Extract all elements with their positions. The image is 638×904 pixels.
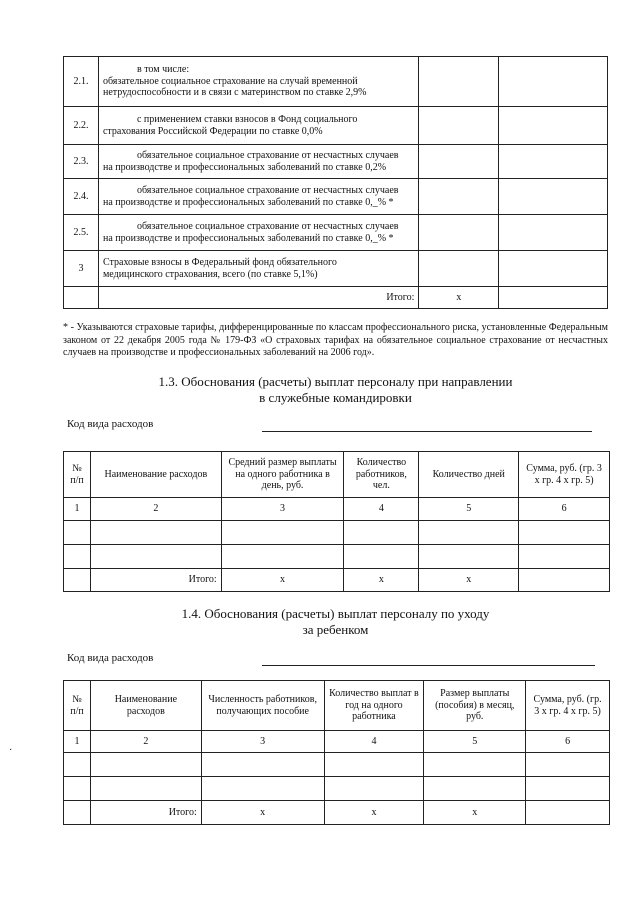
header-cell: Наименование расходов [90, 681, 201, 731]
section-1-4-title [63, 606, 608, 639]
column-number: 2 [90, 731, 201, 753]
expense-code-field[interactable] [262, 431, 592, 432]
empty-row [64, 777, 610, 801]
empty-cell[interactable] [64, 545, 91, 569]
total-mark: х [324, 801, 424, 825]
table-row [64, 145, 608, 179]
empty-cell [64, 801, 91, 825]
total-mark: х [419, 287, 499, 309]
empty-cell [64, 287, 99, 309]
empty-cell[interactable] [64, 521, 91, 545]
total-mark: х [201, 801, 324, 825]
row-text-line: обязательное социальное страхование от несчастных случаев [136, 149, 399, 161]
header-cell: № п/п [64, 452, 91, 498]
column-number-row [64, 498, 610, 521]
row-number: 2.3. [64, 145, 99, 179]
column-number: 1 [64, 731, 91, 753]
row-text-line: на производстве и профессиональных заболеваний по ставке 0,_% * [102, 232, 394, 244]
row-text-line: обязательное социальное страхование от несчастных случаев [136, 184, 399, 196]
childcare-table [63, 680, 610, 825]
total-label: Итого: [98, 287, 418, 309]
header-row [64, 681, 610, 731]
empty-cell[interactable] [90, 753, 201, 777]
empty-cell[interactable] [519, 521, 610, 545]
table-row [64, 179, 608, 215]
column-number: 2 [90, 498, 221, 521]
scan-speck: · [9, 745, 13, 756]
row-number: 2.5. [64, 215, 99, 251]
row-description [98, 251, 418, 287]
header-cell: Размер выплаты (пособия) в месяц, руб. [424, 681, 526, 731]
expense-code-label: Код вида расходов [67, 418, 154, 430]
total-row [64, 569, 610, 592]
section-1-3-title [63, 374, 608, 407]
header-cell: Количество дней [419, 452, 519, 498]
empty-cell [499, 57, 608, 107]
total-mark: х [419, 569, 519, 592]
header-cell: Средний размер выплаты на одного работника в день, руб. [221, 452, 344, 498]
column-number: 5 [419, 498, 519, 521]
header-cell: Сумма, руб. (гр. 3 х гр. 4 х гр. 5) [526, 681, 610, 731]
empty-cell[interactable] [90, 777, 201, 801]
row-text-line: на производстве и профессиональных заболеваний по ставке 0,2% [102, 161, 387, 173]
column-number: 6 [526, 731, 610, 753]
empty-cell [419, 251, 499, 287]
empty-cell [419, 215, 499, 251]
row-text-line: с применением ставки взносов в Фонд социального [136, 113, 358, 125]
column-number: 5 [424, 731, 526, 753]
row-text-line: медицинского страхования, всего (по ставке 5,1%) [102, 268, 318, 280]
expense-code-label: Код вида расходов [67, 652, 154, 664]
table-row [64, 107, 608, 145]
empty-cell [499, 145, 608, 179]
total-row [64, 801, 610, 825]
row-text-line: нетрудоспособности и в связи с материнством по ставке 2,9% [102, 87, 367, 99]
total-label: Итого: [90, 801, 201, 825]
row-number: 2.2. [64, 107, 99, 145]
empty-cell[interactable] [519, 545, 610, 569]
empty-cell[interactable] [344, 545, 419, 569]
column-number: 3 [201, 731, 324, 753]
total-label: Итого: [90, 569, 221, 592]
column-number-row [64, 731, 610, 753]
row-number: 2.1. [64, 57, 99, 107]
table-row [64, 215, 608, 251]
header-cell: Количество работников, чел. [344, 452, 419, 498]
empty-cell[interactable] [64, 753, 91, 777]
header-cell: Наименование расходов [90, 452, 221, 498]
title-line: 1.3. Обоснования (расчеты) выплат персоналу при направлении [158, 374, 513, 389]
empty-cell[interactable] [324, 753, 424, 777]
title-line: в служебные командировки [259, 390, 412, 406]
empty-cell[interactable] [424, 777, 526, 801]
row-number: 2.4. [64, 179, 99, 215]
empty-row [64, 545, 610, 569]
empty-cell[interactable] [64, 777, 91, 801]
empty-cell[interactable] [526, 801, 610, 825]
empty-cell[interactable] [419, 521, 519, 545]
empty-cell[interactable] [221, 521, 344, 545]
header-cell: Сумма, руб. (гр. 3 х гр. 4 х гр. 5) [519, 452, 610, 498]
total-mark: х [344, 569, 419, 592]
expense-code-field[interactable] [262, 665, 595, 666]
column-number: 4 [324, 731, 424, 753]
row-number: 3 [64, 251, 99, 287]
row-description [98, 57, 418, 107]
total-row [64, 287, 608, 309]
insurance-contributions-table [63, 56, 608, 309]
empty-cell [499, 107, 608, 145]
title-line: 1.4. Обоснования (расчеты) выплат персоналу по уходу [181, 606, 490, 621]
empty-cell [499, 215, 608, 251]
empty-cell[interactable] [526, 777, 610, 801]
empty-cell[interactable] [90, 521, 221, 545]
column-number: 1 [64, 498, 91, 521]
column-number: 4 [344, 498, 419, 521]
empty-cell[interactable] [201, 777, 324, 801]
row-description [98, 179, 418, 215]
header-cell: № п/п [64, 681, 91, 731]
title-line: за ребенком [302, 622, 369, 638]
footnote: * - Указываются страховые тарифы, дифференцированные по классам профессионального риска, установленные Федеральным законом от 22 декабря 2005 года № 179-ФЗ «О страховых тарифах на обязательное социальное страхование от несчастных случаев на производстве и профессиональных заболеваний на 2006 год». [63, 322, 608, 358]
header-row [64, 452, 610, 498]
row-description [98, 215, 418, 251]
empty-cell [499, 179, 608, 215]
business-trip-table [63, 451, 610, 592]
empty-cell [64, 569, 91, 592]
empty-row [64, 521, 610, 545]
column-number: 3 [221, 498, 344, 521]
total-mark: х [424, 801, 526, 825]
empty-cell [419, 57, 499, 107]
row-description [98, 145, 418, 179]
empty-cell [419, 179, 499, 215]
empty-cell[interactable] [419, 545, 519, 569]
empty-cell[interactable] [221, 545, 344, 569]
total-mark: х [221, 569, 344, 592]
empty-cell [499, 251, 608, 287]
row-text-line: обязательное социальное страхование на случай временной [102, 75, 358, 87]
row-text-line: в том числе: [136, 63, 190, 75]
empty-cell [419, 107, 499, 145]
row-text-line: обязательное социальное страхование от несчастных случаев [136, 220, 399, 232]
empty-cell[interactable] [519, 569, 610, 592]
table-row [64, 251, 608, 287]
header-cell: Количество выплат в год на одного работника [324, 681, 424, 731]
empty-cell[interactable] [526, 753, 610, 777]
empty-cell [419, 145, 499, 179]
column-number: 6 [519, 498, 610, 521]
row-text-line: Страховые взносы в Федеральный фонд обязательного [102, 256, 337, 268]
empty-cell[interactable] [90, 545, 221, 569]
table-row [64, 57, 608, 107]
empty-cell[interactable] [344, 521, 419, 545]
empty-cell [499, 287, 608, 309]
row-description [98, 107, 418, 145]
empty-row [64, 753, 610, 777]
empty-cell[interactable] [324, 777, 424, 801]
empty-cell[interactable] [201, 753, 324, 777]
row-text-line: на производстве и профессиональных заболеваний по ставке 0,_% * [102, 196, 394, 208]
row-text-line: страхования Российской Федерации по ставке 0,0% [102, 125, 323, 137]
empty-cell[interactable] [424, 753, 526, 777]
header-cell: Численность работников, получающих пособие [201, 681, 324, 731]
